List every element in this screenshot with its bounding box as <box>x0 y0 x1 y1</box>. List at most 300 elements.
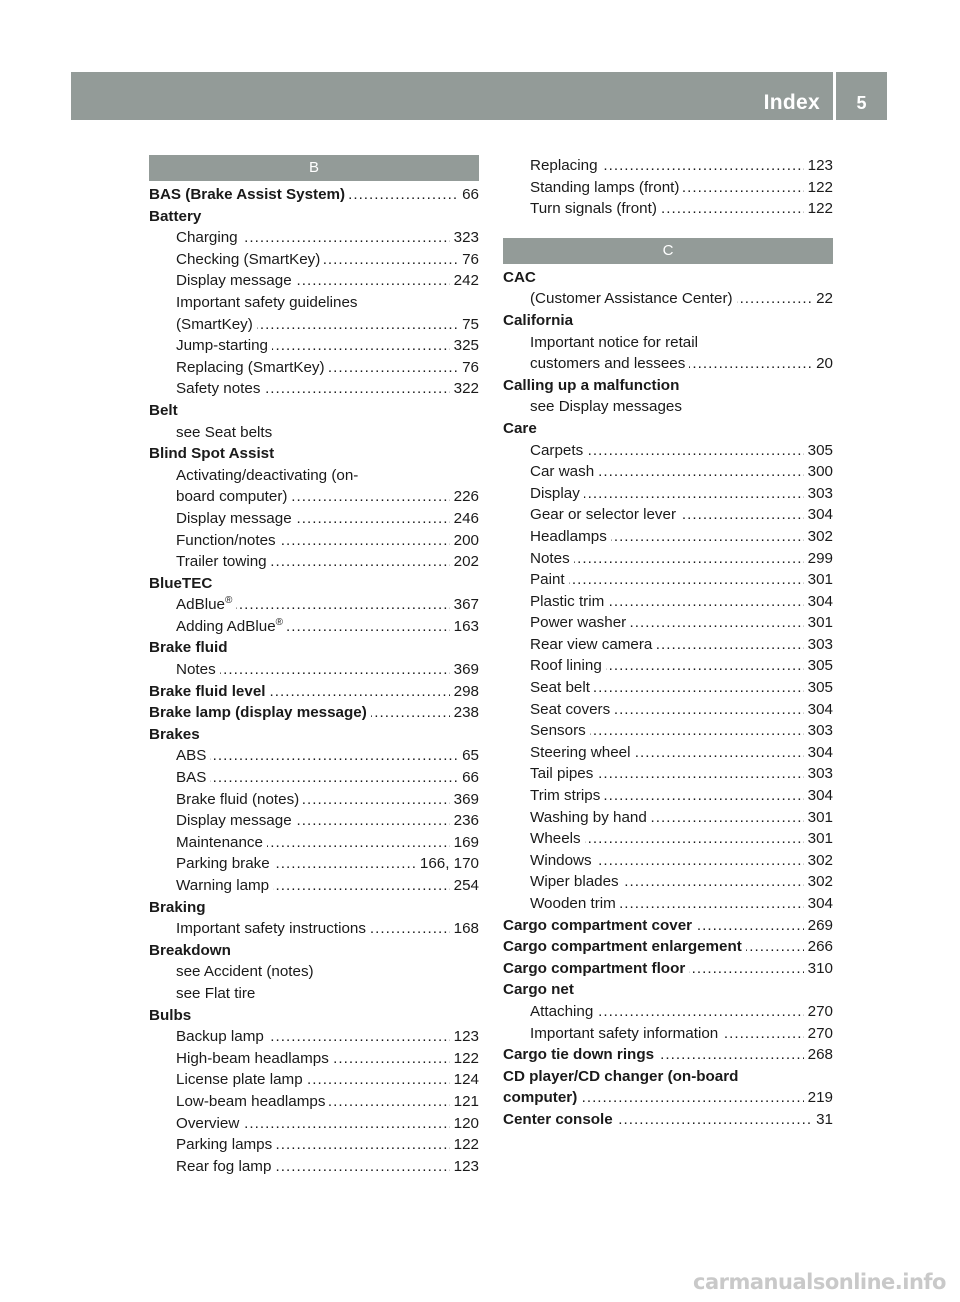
index-entry-label: BAS (Brake Assist System) <box>149 186 346 203</box>
index-entry <box>503 1023 833 1045</box>
index-column-right <box>503 155 833 1131</box>
index-entry-text <box>176 985 255 1002</box>
index-entry-text <box>503 1046 658 1063</box>
index-entry-text <box>149 575 212 592</box>
index-entry-text <box>530 550 574 567</box>
index-entry-text <box>176 1115 243 1132</box>
index-entry-text <box>176 747 210 764</box>
index-entry-text <box>176 769 210 786</box>
index-entry-label: Brake lamp (display message) <box>149 704 367 722</box>
index-entry <box>503 634 833 656</box>
index-entry-text <box>530 787 604 804</box>
index-entry-label: see Accident (notes) <box>176 963 314 981</box>
index-entry-page: 304 <box>804 742 833 764</box>
index-entry-text <box>530 722 590 739</box>
index-entry <box>503 807 833 829</box>
index-entry <box>503 483 833 505</box>
index-entry <box>503 893 833 915</box>
index-entry-text <box>530 809 651 826</box>
index-entry <box>149 983 479 1005</box>
index-entry-label: Function/notes <box>176 531 276 549</box>
index-entry-page: 236 <box>450 810 479 832</box>
index-entry-page: 120 <box>450 1113 479 1135</box>
index-entry <box>503 979 833 1001</box>
index-entry-page: 301 <box>804 807 833 829</box>
index-entry-label: see Seat belts <box>176 423 273 441</box>
index-entry-label: CD player/CD changer (on-board <box>503 1067 739 1085</box>
index-entry-label: Important safety information <box>530 1024 719 1042</box>
index-entry-label: Standing lamps (front) <box>530 178 680 196</box>
index-entry <box>503 548 833 570</box>
index-entry-text <box>530 895 620 912</box>
index-entry-label: Carpets <box>530 441 584 459</box>
index-entry-text <box>503 1111 617 1128</box>
index-entry-page: 226 <box>450 486 479 508</box>
index-entry-label: Adding AdBlue <box>176 617 276 635</box>
index-entry-label: Overview <box>176 1114 240 1132</box>
index-entry-text <box>530 463 598 480</box>
index-entry <box>503 569 833 591</box>
index-entry-text <box>149 683 270 700</box>
index-entry-page: 303 <box>804 720 833 742</box>
index-entry-page: 301 <box>804 828 833 850</box>
index-entry-text <box>530 1025 722 1042</box>
index-entry-label: Rear view camera <box>530 635 653 653</box>
index-entry <box>149 724 479 746</box>
index-entry <box>503 915 833 937</box>
index-entry-text <box>176 812 296 829</box>
index-entry-text <box>530 179 683 196</box>
index-entry-page: 166, 170 <box>416 853 479 875</box>
index-entry <box>503 1087 833 1109</box>
index-entry-label: Wiper blades <box>530 873 619 891</box>
index-entry-label: High-beam headlamps <box>176 1049 329 1067</box>
index-entry-page: 122 <box>804 198 833 220</box>
index-entry-page: 246 <box>450 508 479 530</box>
index-entry <box>149 1048 479 1070</box>
index-entry <box>503 612 833 634</box>
index-entry-page: 123 <box>450 1156 479 1178</box>
index-entry-text <box>530 593 608 610</box>
index-entry-page: 303 <box>804 483 833 505</box>
index-entry-label: Bulbs <box>149 1006 192 1024</box>
index-entry-label: Brakes <box>149 725 200 743</box>
index-entry-page: 168 <box>450 918 479 940</box>
index-entry-text <box>530 571 569 588</box>
index-entry-page: 242 <box>450 270 479 292</box>
index-entry <box>149 1005 479 1027</box>
index-entry <box>149 810 479 832</box>
index-entry-text <box>503 960 689 977</box>
index-entry-label: BlueTEC <box>149 574 213 592</box>
index-entry-page: 310 <box>804 958 833 980</box>
index-entry-label: Breakdown <box>149 941 231 959</box>
index-entry-page: 367 <box>450 594 479 616</box>
index-entry <box>149 227 479 249</box>
index-entry-page: 304 <box>804 893 833 915</box>
index-entry-label: (Customer Assistance Center) <box>530 290 733 308</box>
index-entry-label: Brake fluid (notes) <box>176 790 300 808</box>
index-entry-label: Seat belt <box>530 679 590 697</box>
index-entry-page: 304 <box>804 591 833 613</box>
index-entry-label: Parking brake <box>176 855 270 873</box>
index-entry-text <box>176 467 358 484</box>
index-entry-page: 75 <box>458 314 479 336</box>
index-entry <box>149 681 479 703</box>
index-entry-label: Rear fog lamp <box>176 1157 272 1175</box>
index-entry-page: 254 <box>450 875 479 897</box>
index-entry-text <box>176 337 272 354</box>
index-entry <box>149 961 479 983</box>
index-entry-label: Roof lining <box>530 657 602 675</box>
index-entry-label: Plastic trim <box>530 592 605 610</box>
index-entry-label: ABS <box>176 747 207 765</box>
index-entry-page: 266 <box>804 936 833 958</box>
index-entry-label: Headlamps <box>530 527 607 545</box>
index-entry-text <box>149 402 178 419</box>
index-entry-label: Charging <box>176 229 238 247</box>
index-entry-page: 76 <box>458 357 479 379</box>
index-entry-label: customers and lessees <box>530 355 686 373</box>
index-entry-page: 122 <box>450 1134 479 1156</box>
index-entry-label: Notes <box>176 661 216 679</box>
index-entry <box>503 699 833 721</box>
index-entry <box>149 1156 479 1178</box>
index-entry <box>149 594 479 616</box>
index-entry-text <box>176 791 303 808</box>
index-entry-page: 299 <box>804 548 833 570</box>
index-entry-text <box>503 312 573 329</box>
index-entry <box>149 270 479 292</box>
index-entry-text <box>530 528 611 545</box>
index-entry <box>503 1001 833 1023</box>
index-entry-text <box>503 1089 581 1106</box>
watermark-logo: carmanualsonline.info <box>693 1270 946 1294</box>
index-entry-text <box>176 920 370 937</box>
index-entry-text <box>530 398 682 415</box>
index-entry-page: 270 <box>804 1001 833 1023</box>
index-entry-text <box>530 334 698 351</box>
index-entry-page: 304 <box>804 785 833 807</box>
index-entry <box>149 530 479 552</box>
index-entry-page: 269 <box>804 915 833 937</box>
index-entry-label: see Flat tire <box>176 984 256 1002</box>
index-entry-page: 305 <box>804 440 833 462</box>
index-entry <box>149 335 479 357</box>
index-entry-label: Checking (SmartKey) <box>176 250 321 268</box>
index-entry-label: Important notice for retail <box>530 333 698 351</box>
index-entry-text <box>530 744 634 761</box>
index-entry-label: Display <box>530 484 580 502</box>
index-entry <box>149 292 479 314</box>
index-entry-page: 20 <box>812 353 833 375</box>
index-entry-text <box>176 963 314 980</box>
index-entry-text <box>149 445 274 462</box>
index-entry-label: Display message <box>176 272 292 290</box>
index-entry-text <box>176 1028 268 1045</box>
index-entry <box>503 785 833 807</box>
index-entry <box>503 332 833 354</box>
registered-mark: ® <box>275 616 284 628</box>
index-entry <box>503 375 833 397</box>
index-entry-label: Warning lamp <box>176 877 270 894</box>
index-entry <box>149 1026 479 1048</box>
index-entry <box>149 422 479 444</box>
index-entry-label: Safety notes <box>176 380 261 398</box>
index-entry-text <box>176 618 287 635</box>
index-entry-page: 304 <box>804 504 833 526</box>
index-entry <box>149 1134 479 1156</box>
index-entry-text <box>176 251 324 268</box>
index-entry <box>503 591 833 613</box>
index-entry-page: 123 <box>450 1026 479 1048</box>
index-entry-label: Wooden trim <box>530 895 616 912</box>
index-entry <box>149 702 479 724</box>
index-entry-label: Wheels <box>530 830 581 848</box>
index-entry-label: Cargo compartment enlargement <box>503 938 742 956</box>
index-entry-label: Parking lamps <box>176 1136 273 1154</box>
index-entry-text <box>149 1007 191 1024</box>
index-entry-page: 305 <box>804 677 833 699</box>
index-entry-page: 66 <box>458 184 479 206</box>
index-entry <box>503 288 833 310</box>
index-entry-page: 65 <box>458 745 479 767</box>
index-entry-label: Power washer <box>530 614 627 632</box>
index-entry <box>503 353 833 375</box>
index-entry-label: Jump-starting <box>176 337 269 355</box>
index-entry <box>149 659 479 681</box>
index-entry-text <box>530 765 597 782</box>
index-entry-label: Cargo compartment cover <box>503 916 693 934</box>
index-entry-label: Turn signals (front) <box>530 200 657 218</box>
index-entry-label: Battery <box>149 207 202 225</box>
index-entry-label: Trailer towing <box>176 553 267 571</box>
index-entry-page: 303 <box>804 763 833 785</box>
index-entry-page: 323 <box>450 227 479 249</box>
index-entry-page: 298 <box>450 681 479 703</box>
index-entry-text <box>530 614 630 631</box>
index-entry-text <box>176 1093 329 1110</box>
index-entry-page: 238 <box>450 702 479 724</box>
index-entry-label: Replacing (SmartKey) <box>176 358 325 376</box>
index-entry-text <box>530 355 689 372</box>
index-entry <box>149 832 479 854</box>
index-entry <box>503 461 833 483</box>
index-entry-text <box>176 661 220 678</box>
index-entry <box>503 720 833 742</box>
index-entry-label: Paint <box>530 571 565 589</box>
index-entry <box>149 616 479 638</box>
index-entry-page: 300 <box>804 461 833 483</box>
index-entry-label: Washing by hand <box>530 808 647 826</box>
index-entry-label: Windows <box>530 851 592 869</box>
index-entry-label: Trim strips <box>530 787 601 805</box>
index-entry-page: 305 <box>804 655 833 677</box>
index-entry-label: CAC <box>503 268 536 286</box>
index-entry-text <box>503 938 746 955</box>
index-entry <box>503 155 833 177</box>
index-entries-c <box>503 267 833 1131</box>
page-number: 5 <box>856 93 867 113</box>
index-entry <box>503 267 833 289</box>
index-entry <box>149 1113 479 1135</box>
index-entry <box>149 249 479 271</box>
index-entry-text <box>530 485 584 502</box>
index-entry <box>503 177 833 199</box>
index-entry-label: Activating/deactivating (on- <box>176 466 359 484</box>
index-entry-text <box>530 442 587 459</box>
index-entry-label: see Display messages <box>530 398 682 416</box>
index-entry-text <box>176 380 264 397</box>
index-entry-text <box>503 420 537 437</box>
index-entry-page: 200 <box>450 530 479 552</box>
index-entry-page: 169 <box>450 832 479 854</box>
index-entry <box>149 637 479 659</box>
index-entry-text <box>530 679 594 696</box>
index-entry <box>149 551 479 573</box>
index-entry-page: 322 <box>450 378 479 400</box>
index-entry-text <box>176 359 329 376</box>
index-entry-page: 121 <box>450 1091 479 1113</box>
index-entry <box>149 875 479 897</box>
index-entry-text <box>530 636 656 653</box>
index-entry-label: California <box>503 311 574 329</box>
index-entry <box>503 310 833 332</box>
index-entry-text <box>530 701 614 718</box>
index-entry-text <box>176 294 358 311</box>
index-entry-text <box>530 200 661 217</box>
index-entry <box>149 918 479 940</box>
index-entry-label: License plate lamp <box>176 1071 303 1089</box>
index-entry-text <box>530 157 602 174</box>
index-entry <box>503 396 833 418</box>
index-entry-label: Blind Spot Assist <box>149 445 275 463</box>
index-entry-text <box>176 316 257 333</box>
index-entry-text <box>530 290 737 307</box>
index-entry-label: Notes <box>530 549 570 567</box>
index-entry-label: Display message <box>176 812 292 830</box>
index-entry-label: BAS <box>176 769 207 787</box>
index-entry-text <box>503 269 536 286</box>
index-entry-text <box>149 208 201 225</box>
section-gap <box>503 220 833 238</box>
index-entry <box>149 789 479 811</box>
index-entry-page: 66 <box>458 767 479 789</box>
index-entry-page: 369 <box>450 659 479 681</box>
index-entry-text <box>503 1068 738 1085</box>
section-heading-c: C <box>503 238 833 264</box>
index-entry-page: 123 <box>804 155 833 177</box>
index-entry-page: 163 <box>450 616 479 638</box>
index-entry-label: board computer) <box>176 488 288 506</box>
index-entry-text <box>176 834 267 851</box>
index-entry-label: computer) <box>503 1089 578 1107</box>
index-entry <box>503 655 833 677</box>
index-entry-text <box>176 229 242 246</box>
index-entry-label: Sensors <box>530 722 586 740</box>
index-entry <box>503 1044 833 1066</box>
index-entry <box>149 1091 479 1113</box>
index-entry-text <box>176 424 272 441</box>
index-entry-page: 303 <box>804 634 833 656</box>
index-entry-page: 31 <box>812 1109 833 1131</box>
index-entry-text <box>149 639 228 656</box>
index-entry <box>149 897 479 919</box>
index-entry <box>503 440 833 462</box>
index-entry-label: Cargo net <box>503 981 574 999</box>
index-entry-text <box>176 1136 276 1153</box>
index-entry <box>503 958 833 980</box>
index-entry <box>149 400 479 422</box>
index-entry-text <box>176 1050 333 1067</box>
index-entry-label: Cargo compartment floor <box>503 959 686 977</box>
index-entry-page: 304 <box>804 699 833 721</box>
page-title: Index <box>763 91 820 114</box>
index-entry <box>503 850 833 872</box>
index-entry-text <box>176 510 296 527</box>
index-entry-page: 22 <box>812 288 833 310</box>
index-entry-label: Calling up a malfunction <box>503 376 680 394</box>
index-entry-text <box>530 657 606 674</box>
index-entry-page: 268 <box>804 1044 833 1066</box>
index-entry <box>149 378 479 400</box>
index-entry-text <box>149 186 349 203</box>
index-entry <box>149 443 479 465</box>
index-entry <box>149 465 479 487</box>
index-entry <box>149 745 479 767</box>
index-entry-label: Center console <box>503 1110 613 1128</box>
index-entry <box>503 1066 833 1088</box>
index-entry <box>503 504 833 526</box>
index-entry-text <box>149 942 231 959</box>
index-entry <box>149 357 479 379</box>
index-entry-text <box>149 726 200 743</box>
index-entry-label: Replacing <box>530 157 598 174</box>
index-entry-page: 302 <box>804 871 833 893</box>
index-entry-text <box>503 981 574 998</box>
index-entry <box>503 742 833 764</box>
index-entry-page: 301 <box>804 569 833 591</box>
index-entry-text <box>530 852 596 869</box>
index-entry-text <box>176 532 280 549</box>
index-entry-label: Car wash <box>530 463 595 481</box>
index-entry-label: Steering wheel <box>530 743 631 761</box>
index-entry-text <box>530 506 680 523</box>
index-entry-text <box>149 704 371 721</box>
index-entry-label: Brake fluid <box>149 639 228 657</box>
index-entry-text <box>176 877 273 894</box>
index-entry-text <box>176 1158 275 1175</box>
index-entry-text <box>176 596 236 613</box>
index-entry <box>503 677 833 699</box>
index-entries-b-continued <box>503 155 833 220</box>
index-entry-label: Low-beam headlamps <box>176 1092 326 1110</box>
index-entry <box>503 526 833 548</box>
section-heading-b: B <box>149 155 479 181</box>
index-entry <box>149 853 479 875</box>
index-entry-text <box>176 272 296 289</box>
index-entry-label: Braking <box>149 898 206 916</box>
index-entry <box>149 508 479 530</box>
index-entry-label: Important safety guidelines <box>176 293 358 311</box>
index-entry-label: Brake fluid level <box>149 682 266 700</box>
index-entry-label: Gear or selector lever <box>530 506 677 524</box>
index-entry-page: 369 <box>450 789 479 811</box>
index-entry <box>503 198 833 220</box>
index-entry-text <box>149 899 206 916</box>
index-entry <box>503 418 833 440</box>
index-entry <box>503 936 833 958</box>
